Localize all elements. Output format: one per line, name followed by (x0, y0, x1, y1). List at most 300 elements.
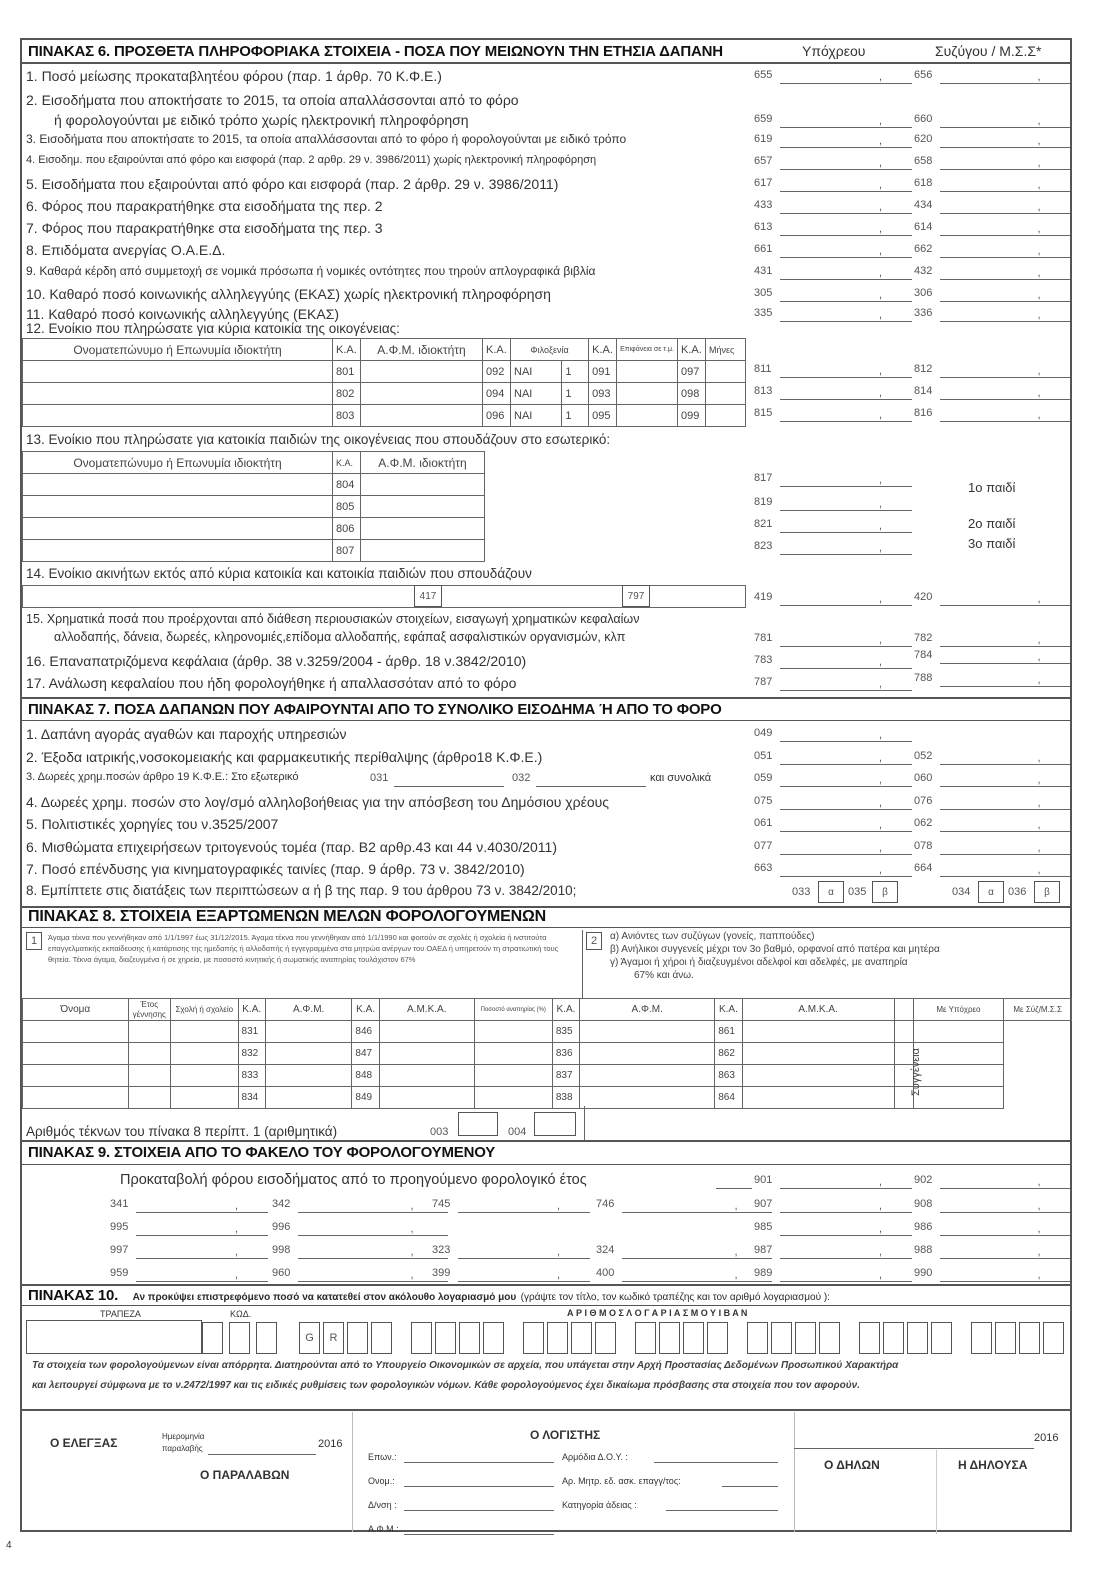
table9-amount-field[interactable] (458, 1258, 590, 1259)
taxpayer-amount-field[interactable] (780, 169, 912, 170)
dependents-header-cell: Σχολή ή σχολείο (171, 999, 239, 1021)
table7-row-label: 7. Ποσό επένδυσης για κινηματογραφικές ταινίες (παρ. 9 άρθρ. 73 ν. 3842/2010) (26, 861, 525, 877)
decimal-separator: , (879, 841, 883, 854)
field-code: 817 (754, 472, 773, 484)
taxpayer-amount-field[interactable] (780, 646, 912, 647)
dependent-input-cell[interactable] (474, 1087, 552, 1109)
table7-row-label: 3. Δωρεές χρημ.ποσών άρθρο 19 Κ.Φ.Ε.: Στο εξωτερικό (26, 771, 299, 783)
iban-digit[interactable] (795, 1322, 816, 1354)
field-code: 816 (914, 407, 933, 419)
child-rent-amount-field[interactable] (780, 554, 912, 555)
rent12-row (23, 383, 746, 405)
decimal-separator: , (879, 520, 883, 532)
table9-amount-field[interactable] (622, 1212, 772, 1213)
option-b-checkbox[interactable]: β (1034, 881, 1060, 903)
rent12-input-cell[interactable] (706, 383, 746, 405)
table9-amount-field[interactable] (136, 1258, 268, 1259)
table9-amount-field[interactable] (298, 1235, 448, 1236)
table10-subtitle-rest: (γράψτε τον τίτλο, τον κωδικό τραπέζης και τον αριθμό λογαριασμού ): (520, 1292, 830, 1303)
rent13-name-cell[interactable] (23, 474, 333, 496)
receipt-date-field[interactable] (208, 1454, 316, 1455)
field-code: 746 (596, 1198, 615, 1210)
spouse-amount-field[interactable] (940, 235, 1070, 236)
dependent-input-cell[interactable] (742, 1043, 894, 1065)
rent13-afm-cell[interactable] (361, 474, 485, 496)
field-code: 986 (914, 1221, 933, 1233)
code: 004 (508, 1126, 527, 1138)
abroad-donations-field[interactable] (394, 786, 504, 787)
spouse-amount-field[interactable] (940, 831, 1070, 832)
child-rent-amount-field[interactable] (780, 486, 912, 487)
field-code: 661 (754, 243, 773, 255)
option-a-checkbox[interactable]: α (978, 881, 1004, 903)
dependent-input-cell[interactable] (128, 1043, 170, 1065)
receipt-date-label-2: παραλαβής (162, 1444, 203, 1453)
rent12-header-months: Μήνες (706, 339, 746, 361)
dependent-input-cell[interactable] (265, 1065, 352, 1087)
field-code: 745 (432, 1198, 451, 1210)
dependent-input-cell[interactable] (265, 1043, 352, 1065)
divider (22, 1409, 1070, 1411)
taxpayer-amount-field[interactable] (780, 786, 912, 787)
table9-amount-field[interactable] (940, 1212, 1070, 1213)
taxpayer-amount-field[interactable] (780, 235, 912, 236)
iban-digit[interactable] (411, 1322, 432, 1354)
rent13-ka-cell: 807 (333, 540, 361, 562)
decimal-separator: , (879, 223, 883, 235)
total-label: και συνολικά (650, 772, 712, 784)
taxpayer-amount-field[interactable] (780, 876, 912, 877)
spouse-amount-field[interactable] (940, 147, 1070, 148)
dependent-input-cell[interactable] (913, 1021, 1004, 1043)
decimal-separator: , (235, 1269, 239, 1281)
dependent-input-cell[interactable] (913, 1065, 1004, 1087)
license-category-field[interactable] (666, 1510, 778, 1511)
row16-label: 16. Επαναπατριζόμενα κεφάλαια (άρθρ. 38 ν.3259/2004 - άρθρ. 18 ν.3842/2010) (26, 653, 527, 669)
decimal-separator: , (1037, 751, 1041, 764)
dependent-input-cell[interactable] (23, 1065, 129, 1087)
iban-digit[interactable] (907, 1322, 928, 1354)
taxpayer-amount-field[interactable] (780, 213, 912, 214)
field-code: 614 (914, 221, 933, 233)
spouse-amount-field[interactable] (940, 279, 1070, 280)
decimal-separator: , (1037, 1246, 1041, 1258)
field-code: 781 (754, 632, 773, 644)
declarant-female-label: Η ΔΗΛΟΥΣΑ (958, 1458, 1028, 1472)
dependent-input-cell[interactable] (171, 1087, 239, 1109)
accountant-afm-field[interactable] (404, 1534, 554, 1535)
spouse-amount-field[interactable] (940, 854, 1070, 855)
taxpayer-amount-field[interactable] (780, 257, 912, 258)
field-code: 959 (110, 1267, 129, 1279)
spouse-amount-field[interactable] (940, 191, 1070, 192)
field-code: 783 (754, 654, 773, 666)
table6-row-label: 9. Καθαρά κέρδη από συμμετοχή σε νομικά πρόσωπα ή νομικές οντότητες που τηρούν απλογραφικά βιβλία (26, 264, 596, 278)
iban-digit[interactable] (435, 1322, 456, 1354)
decimal-separator: , (1037, 115, 1041, 127)
iban-digit[interactable] (635, 1322, 656, 1354)
declaration-year: 2016 (1034, 1432, 1059, 1444)
decimal-separator: , (1037, 289, 1041, 301)
rent12-cell-ka3: 091 (589, 361, 617, 383)
spouse-amount-field[interactable] (940, 646, 1070, 647)
iban-digit[interactable] (1043, 1322, 1064, 1354)
decimal-separator: , (879, 1246, 883, 1258)
table9-amount-field[interactable] (780, 1235, 912, 1236)
decimal-separator: , (557, 1246, 561, 1258)
rent13-row (23, 474, 485, 496)
dependent-ka-cell: 847 (352, 1043, 379, 1065)
table10-title: ΠΙΝΑΚΑΣ 10. (28, 1287, 119, 1304)
iban-digit[interactable] (819, 1322, 840, 1354)
taxpayer-advance-field[interactable] (780, 1188, 912, 1189)
rent12-input-cell[interactable] (23, 405, 333, 427)
taxpayer-amount-field[interactable] (780, 605, 912, 606)
rent13-name-cell[interactable] (23, 496, 333, 518)
accountant-label: Ο ΛΟΓΙΣΤΗΣ (530, 1428, 601, 1442)
dependent-input-cell[interactable] (128, 1021, 170, 1043)
rent12-cell-ka1: 802 (333, 383, 361, 405)
option-b-checkbox[interactable]: β (872, 881, 898, 903)
taxpayer-amount-field[interactable] (780, 764, 912, 765)
divider (794, 1412, 795, 1532)
rent13-afm-cell[interactable] (361, 540, 485, 562)
iban-digit[interactable] (995, 1322, 1016, 1354)
relationship-label: Συγγένεια (910, 1048, 922, 1096)
iban-digit[interactable] (971, 1322, 992, 1354)
privacy-notice-1: Τα στοιχεία των φορολογούμενων είναι απόρρητα. Διατηρούνται από το Υπουργείο Οικονομικών σε αρχεία, που υπάγεται στην Αρχή Προστασίας Δεδομένων Προσωπικού Χαρακτήρα (32, 1360, 899, 1371)
dependent-input-cell[interactable] (171, 1021, 239, 1043)
spouse-amount-field[interactable] (940, 169, 1070, 170)
dependent-input-cell[interactable] (265, 1021, 352, 1043)
field-code: 078 (914, 839, 933, 852)
dependent-input-cell[interactable] (474, 1021, 552, 1043)
registration-field[interactable] (722, 1486, 778, 1487)
decimal-separator: , (1037, 796, 1041, 809)
iban-digit[interactable] (595, 1322, 616, 1354)
rent12-header-ka: Κ.Α. (678, 339, 706, 361)
dependent-input-cell[interactable] (742, 1065, 894, 1087)
rent12-cell-ka3: 093 (589, 383, 617, 405)
taxpayer-amount-field[interactable] (780, 399, 912, 400)
rent12-cell-one: 1 (562, 405, 589, 427)
field-code: 433 (754, 199, 773, 211)
field-code: 618 (914, 177, 933, 189)
table9-amount-field[interactable] (458, 1281, 590, 1282)
spouse-amount-field[interactable] (940, 663, 1070, 664)
dependent-input-cell[interactable] (580, 1065, 715, 1087)
field-code: 656 (914, 69, 933, 81)
field-code: 811 (754, 363, 772, 375)
spouse-amount-field[interactable] (940, 764, 1070, 765)
table9-amount-field[interactable] (940, 1258, 1070, 1259)
declaration-date-field[interactable] (794, 1448, 1034, 1449)
dependent-input-cell[interactable] (171, 1065, 239, 1087)
decimal-separator: , (1037, 634, 1041, 646)
divider (22, 1305, 1070, 1306)
taxpayer-amount-field[interactable] (780, 809, 912, 810)
spouse-amount-field[interactable] (940, 321, 1070, 322)
decimal-separator: , (879, 365, 883, 377)
bank-code-digit[interactable] (256, 1322, 277, 1354)
decimal-separator: , (1037, 1200, 1041, 1212)
rent12-input-cell[interactable] (361, 361, 483, 383)
dependent-input-cell[interactable] (128, 1065, 170, 1087)
dependent-input-cell[interactable] (913, 1043, 1004, 1065)
spouse-amount-field[interactable] (940, 686, 1070, 687)
field-code: 342 (272, 1198, 291, 1210)
iban-digit[interactable] (707, 1322, 728, 1354)
iban-digit[interactable] (683, 1322, 704, 1354)
decimal-separator: , (879, 179, 883, 191)
accountant-afm-label: Α.Φ.Μ.: (368, 1524, 399, 1534)
table6-row-label: 11. Καθαρό ποσό κοινωνικής αλληλεγγύης (ΕΚΑΣ) (26, 306, 340, 322)
table9-amount-field[interactable] (780, 1258, 912, 1259)
iban-digit[interactable] (859, 1322, 880, 1354)
rent12-input-cell[interactable] (706, 405, 746, 427)
table9-amount-field[interactable] (136, 1212, 268, 1213)
rent12-header-ka: Κ.Α. (333, 339, 361, 361)
doy-label: Αρμόδια Δ.Ο.Υ. : (562, 1452, 628, 1462)
field-code: 655 (754, 69, 773, 81)
iban-digit[interactable] (459, 1322, 480, 1354)
taxpayer-amount-field[interactable] (780, 321, 912, 322)
table9-amount-field[interactable] (136, 1235, 268, 1236)
decimal-separator: , (879, 474, 883, 486)
field-code: 664 (914, 862, 933, 874)
spouse-amount-field[interactable] (940, 786, 1070, 787)
dependent-input-cell[interactable] (23, 1021, 129, 1043)
note2-line: γ) Άγαμοι ή χήροι ή διαζευγμένοι αδελφοί και αδελφές, με αναπηρία (610, 957, 908, 968)
dependent-input-cell[interactable] (379, 1043, 474, 1065)
field-code: 787 (754, 676, 773, 688)
rent12-input-cell[interactable] (361, 383, 483, 405)
rent13-afm-cell[interactable] (361, 496, 485, 518)
spouse-amount-field[interactable] (940, 421, 1070, 422)
dependent-input-cell[interactable] (171, 1043, 239, 1065)
field-code: 323 (432, 1244, 451, 1256)
children-count-input-1[interactable] (458, 1112, 498, 1136)
rent12-input-cell[interactable] (361, 405, 483, 427)
bank-code-digit[interactable] (229, 1322, 250, 1354)
decimal-separator: , (879, 157, 883, 169)
option-a-checkbox[interactable]: α (818, 881, 844, 903)
field-code: 988 (914, 1244, 933, 1256)
rent12-cell-ka3: 095 (589, 405, 617, 427)
dependents-header-cell: Α.Μ.Κ.Α. (379, 999, 474, 1021)
field-code: 819 (754, 496, 773, 508)
decimal-separator: , (879, 1269, 883, 1281)
table6-row-label: 10. Καθαρό ποσό κοινωνικής αλληλεγγύης (ΕΚΑΣ) χωρίς ηλεκτρονική πληροφόρηση (26, 286, 551, 302)
divider (936, 1450, 937, 1534)
doy-field[interactable] (654, 1462, 778, 1463)
field-code: 076 (914, 794, 933, 807)
accountant-name-field[interactable] (404, 1486, 554, 1487)
iban-label: Α Ρ Ι Θ Μ Ο Σ Λ Ο Γ Α Ρ Ι Α Σ Μ Ο Υ I B A N (567, 1308, 748, 1318)
taxpayer-amount-field[interactable] (780, 127, 912, 128)
note1-number: 1 (26, 932, 42, 950)
spouse-amount-field[interactable] (940, 301, 1070, 302)
advance-tax-label: Προκαταβολή φόρου εισοδήματος από το προηγούμενο φορολογικό έτος (120, 1172, 587, 1188)
table9-amount-field[interactable] (298, 1281, 448, 1282)
spouse-amount-field[interactable] (940, 83, 1070, 84)
decimal-separator: , (1037, 267, 1041, 279)
iban-digit[interactable] (771, 1322, 792, 1354)
table9-amount-field[interactable] (780, 1281, 912, 1282)
dependent-input-cell[interactable] (379, 1065, 474, 1087)
iban-digit[interactable]: G (299, 1322, 320, 1354)
iban-digit[interactable] (547, 1322, 568, 1354)
dependent-input-cell[interactable] (265, 1087, 352, 1109)
iban-digit[interactable] (483, 1322, 504, 1354)
spouse-amount-field[interactable] (940, 876, 1070, 877)
rent12-input-cell[interactable] (23, 361, 333, 383)
field-code: 788 (914, 672, 933, 684)
iban-digit[interactable] (1019, 1322, 1040, 1354)
iban-digit[interactable] (931, 1322, 952, 1354)
rent12-input-cell[interactable] (617, 361, 678, 383)
child-rent-amount-field[interactable] (780, 532, 912, 533)
iban-digit[interactable] (347, 1322, 368, 1354)
spouse-amount-field[interactable] (940, 127, 1070, 128)
dependent-ka-cell: 862 (715, 1043, 742, 1065)
iban-digit[interactable] (747, 1322, 768, 1354)
dependent-ka-cell: 834 (238, 1087, 265, 1109)
field-code: 813 (754, 385, 773, 397)
taxpayer-amount-field[interactable] (780, 279, 912, 280)
iban-digit[interactable] (523, 1322, 544, 1354)
taxpayer-amount-field[interactable] (780, 854, 912, 855)
taxpayer-amount-field[interactable] (780, 668, 912, 669)
taxpayer-amount-field[interactable] (780, 421, 912, 422)
dependent-input-cell[interactable] (128, 1087, 170, 1109)
table6-row-label: 5. Εισοδήματα που εξαιρούνται από φόρο και εισφορά (παρ. 2 άρθρ. 29 ν. 3986/2011) (26, 176, 559, 192)
dependents-header-cell: Με Υπόχρεο (913, 999, 1004, 1021)
dependent-ka-cell: 848 (352, 1065, 379, 1087)
dependent-ka-cell: 836 (552, 1043, 579, 1065)
row17-label: 17. Ανάλωση κεφαλαίου που ήδη φορολογήθηκε ή απαλλασσόταν από το φόρο (26, 675, 517, 691)
decimal-separator: , (879, 409, 883, 421)
rent12-cell-ka2: 096 (483, 405, 511, 427)
dependent-input-cell[interactable] (742, 1087, 894, 1109)
dependent-input-cell[interactable] (379, 1087, 474, 1109)
iban-digit[interactable]: R (323, 1322, 344, 1354)
rent12-input-cell[interactable] (617, 405, 678, 427)
table9-amount-field[interactable] (622, 1281, 772, 1282)
dependents-header-cell: Α.Φ.Μ. (580, 999, 715, 1021)
dependent-input-cell[interactable] (580, 1087, 715, 1109)
spouse-amount-field[interactable] (940, 377, 1070, 378)
iban-digit[interactable] (571, 1322, 592, 1354)
table9-amount-field[interactable] (940, 1235, 1070, 1236)
rent12-input-cell[interactable] (23, 383, 333, 405)
field-code: 660 (914, 113, 933, 125)
child-rent-amount-field[interactable] (780, 510, 912, 511)
spouse-amount-field[interactable] (940, 257, 1070, 258)
taxpayer-amount-field[interactable] (780, 83, 912, 84)
field-code: 902 (914, 1174, 933, 1186)
code: 035 (848, 886, 867, 898)
rent13-afm-cell[interactable] (361, 518, 485, 540)
field-code: 051 (754, 749, 773, 762)
dependent-input-cell[interactable] (379, 1021, 474, 1043)
spouse-amount-field[interactable] (940, 213, 1070, 214)
dependent-input-cell[interactable] (580, 1043, 715, 1065)
decimal-separator: , (1037, 651, 1041, 663)
table9-amount-field[interactable] (458, 1212, 590, 1213)
taxpayer-amount-field[interactable] (780, 690, 912, 691)
taxpayer-amount-field[interactable] (780, 741, 912, 742)
divider (22, 697, 1070, 699)
bank-name-input[interactable] (26, 1320, 202, 1354)
child-label: 2ο παιδί (968, 516, 1016, 531)
rent13-name-cell[interactable] (23, 518, 333, 540)
iban-digit[interactable] (371, 1322, 392, 1354)
accountant-address-field[interactable] (404, 1510, 554, 1511)
table9-amount-field[interactable] (780, 1212, 912, 1213)
dependent-input-cell[interactable] (23, 1043, 129, 1065)
rent12-cell-nai: ΝΑΙ (511, 361, 562, 383)
dependents-header-cell: Ποσοστό αναπηρίας (%) (474, 999, 552, 1021)
bank-code-digit[interactable] (202, 1322, 223, 1354)
spouse-amount-field[interactable] (940, 809, 1070, 810)
table7-row-label: 4. Δωρεές χρημ. ποσών στο λογ/σμό αλληλοβοήθειας για την απόσβεση του Δημόσιου χρέους (26, 793, 610, 810)
taxpayer-amount-field[interactable] (780, 147, 912, 148)
taxpayer-amount-field[interactable] (780, 831, 912, 832)
dependent-input-cell[interactable] (580, 1021, 715, 1043)
dependent-input-cell[interactable] (742, 1021, 894, 1043)
accountant-surname-field[interactable] (404, 1462, 554, 1463)
spouse-amount-field[interactable] (940, 399, 1070, 400)
spouse-amount-field[interactable] (940, 605, 1070, 606)
dependent-ka-cell: 835 (552, 1021, 579, 1043)
decimal-separator: , (1037, 309, 1041, 321)
dependent-ka-cell: 833 (238, 1065, 265, 1087)
decimal-separator: , (1037, 819, 1041, 831)
field-code: 814 (914, 385, 933, 397)
dependent-input-cell[interactable] (913, 1087, 1004, 1109)
decimal-separator: , (1037, 409, 1041, 421)
field-code: 062 (914, 817, 933, 829)
total-donations-field[interactable] (536, 786, 646, 787)
table9-amount-field[interactable] (298, 1258, 448, 1259)
spouse-advance-field[interactable] (940, 1188, 1070, 1189)
taxpayer-amount-field[interactable] (780, 191, 912, 192)
dependent-input-cell[interactable] (474, 1043, 552, 1065)
table9-amount-field[interactable] (622, 1258, 772, 1259)
dependent-input-cell[interactable] (474, 1065, 552, 1087)
iban-digit[interactable] (659, 1322, 680, 1354)
bank-label: ΤΡΑΠΕΖΑ (100, 1309, 141, 1319)
children-count-input-2[interactable] (534, 1112, 576, 1136)
table9-amount-field[interactable] (940, 1281, 1070, 1282)
taxpayer-amount-field[interactable] (780, 301, 912, 302)
decimal-separator: , (879, 267, 883, 279)
rent12-input-cell[interactable] (617, 383, 678, 405)
taxpayer-amount-field[interactable] (780, 377, 912, 378)
rent12-input-cell[interactable] (706, 361, 746, 383)
decimal-separator: , (235, 1246, 239, 1258)
iban-digit[interactable] (883, 1322, 904, 1354)
rent12-cell-one: 1 (562, 383, 589, 405)
table9-amount-field[interactable] (136, 1281, 268, 1282)
dependent-input-cell[interactable] (23, 1087, 129, 1109)
rent13-name-cell[interactable] (23, 540, 333, 562)
table9-amount-field[interactable] (298, 1212, 448, 1213)
field-code: 613 (754, 221, 773, 233)
table10-title-row (28, 1287, 830, 1305)
table7-row-label: 1. Δαπάνη αγοράς αγαθών και παροχής υπηρεσιών (26, 726, 347, 742)
